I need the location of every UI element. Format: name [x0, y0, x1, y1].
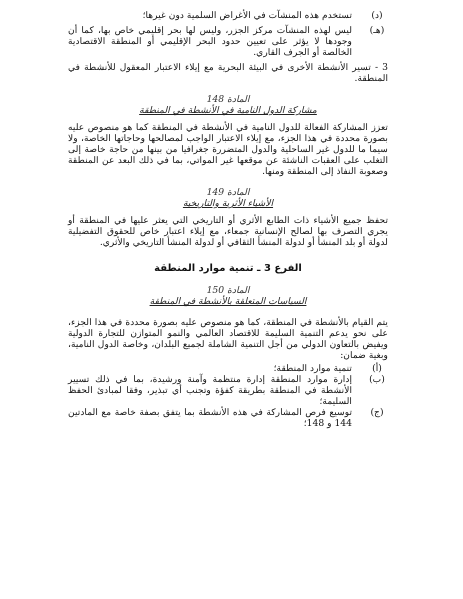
item-marker: (هـ)	[369, 25, 385, 36]
item-marker: (ج)	[370, 407, 384, 418]
article-148-number: المادة 148	[206, 94, 250, 105]
item-marker: (ب)	[369, 374, 385, 385]
section-title: الفرع 3 ـ تنمية موارد المنطقة	[154, 263, 302, 274]
paragraph-3: 3 - تسير الأنشطة الأخرى في البيئة البحرية مع إيلاء الاعتبار المعقول للأنشطة في المنطقة.	[68, 62, 388, 84]
item-text: ليس لهذه المنشآت مركز الجزر، وليس لها بحر إقليمي خاص بها، كما أن وجودها لا يؤثر على تعيين حدود البحر الإقليمي أو المنطقة الاقتصادية الخالصة أو الجرف القاري.	[68, 25, 352, 58]
list-item	[68, 25, 388, 58]
article-150-number: المادة 150	[206, 285, 250, 296]
item-text: إدارة موارد المنطقة إدارة منتظمة وآمنة ورشيدة، بما في ذلك تسيير الأنشطة في المنطقة بطريقة كفؤة وتجنب أي تبذير، وفقا لمبادئ الحفظ السليمة؛	[68, 374, 352, 407]
item-text: تنمية موارد المنطقة؛	[273, 363, 352, 374]
list-item	[68, 10, 388, 21]
item-marker: (أ)	[372, 363, 382, 374]
article-149-body: تحفظ جميع الأشياء ذات الطابع الأثري أو التاريخي التي يعثر عليها في المنطقة أو يجري التصرف بها لصالح الإنسانية جمعاء، مع إيلاء اعتبار خاص للحقوق التفضيلية لدولة أو بلد المنشأ أو لدولة المنشأ الثقافي أو لدولة المنشأ التاريخي والأثري.	[68, 215, 388, 248]
article-150-body: يتم القيام بالأنشطة في المنطقة، كما هو منصوص عليه بصورة محددة في هذا الجزء، على نحو يدعم التنمية السليمة للاقتصاد العالمي والنمو المتوازن للتجارة الدولية ويفيض بالتعاون الدولي من أجل التنمية الشاملة لجميع البلدان، وخاصة الدول النامية، وبغية ضمان:	[68, 317, 388, 361]
article-148-body: تعزز المشاركة الفعالة للدول النامية في الأنشطة في المنطقة كما هو منصوص عليه بصورة محددة في هذا الجزء، مع إيلاء الاعتبار الواجب لمصالحها وحاجاتها الخاصة، ولا سيما ما للدول غير الساحلية والدول المتضررة جغرافيا من بينها من حاجة خاصة إلى التغلب على العقبات الناشئة عن موقعها غير المواتي، بما في ذلك البعد عن المنطقة وصعوبة النفاذ إلى المنطقة ومنها.	[68, 122, 388, 177]
list-item	[68, 363, 388, 374]
item-text: تستخدم هذه المنشآت في الأغراض السلمية دون غيرها؛	[142, 10, 352, 21]
item-text: توسيع فرص المشاركة في هذه الأنشطة بما يتفق بصفة خاصة مع المادتين 144 و 148؛	[68, 407, 352, 429]
article-149-title: الأشياء الأثرية والتاريخية	[182, 198, 274, 209]
list-item	[68, 374, 388, 407]
article-149-number: المادة 149	[206, 187, 250, 198]
item-marker: (د)	[371, 10, 383, 21]
article-150-title: السياسات المتعلقة بالأنشطة في المنطقة	[149, 296, 307, 307]
article-148-title: مشاركة الدول النامية في الأنشطة في المنطقة	[139, 105, 317, 116]
list-item	[68, 407, 388, 429]
text-column	[68, 0, 388, 429]
